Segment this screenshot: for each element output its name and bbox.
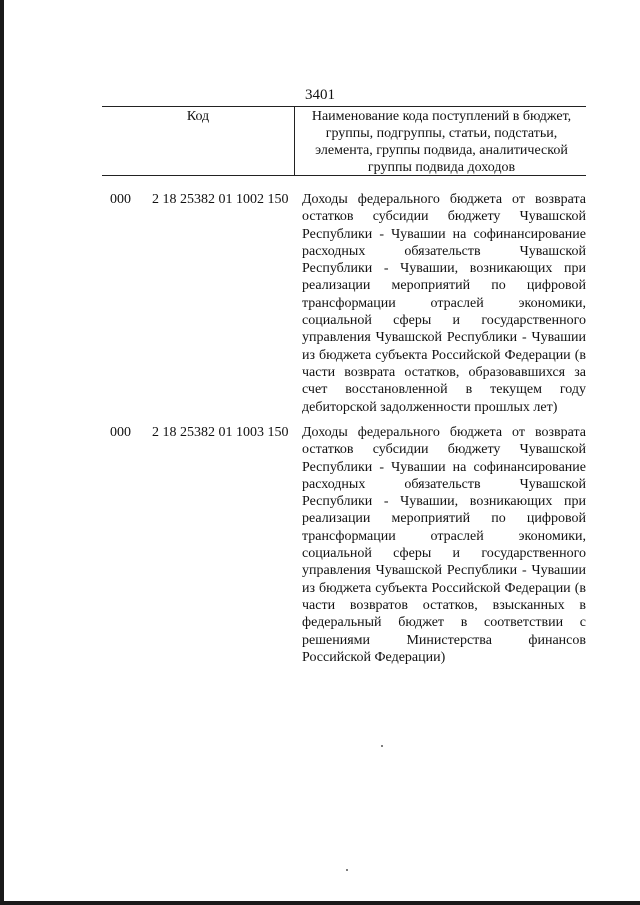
table-row [102,191,586,416]
row-admin-code: 000 [110,192,131,207]
column-header-code: Код [102,107,295,175]
scan-border-left [0,0,4,905]
row-description: Доходы федерального бюджета от возврата остатков субсидии бюджету Чувашской Республики - Чувашии на софинансирование расходных обязательств Чувашской Республики - Чувашии, возникающих при реализации мероприятий по цифровой трансформации отраслей экономики, социальной сферы и государственного управления Чувашской Республики - Чувашии из бюджета субъекта Российской Федерации (в части возвратов остатков, взысканных в федеральный бюджет в соответствии с решениями Министерства финансов Российской Федерации) [302,425,586,665]
table-header [102,106,586,176]
row-income-code: 2 18 25382 01 1003 150 [152,425,289,440]
scan-speck [346,869,348,871]
row-income-code: 2 18 25382 01 1002 150 [152,192,289,207]
column-header-name: Наименование кода поступлений в бюджет, группы, подгруппы, статьи, подстатьи, элемента, группы подвида, аналитической группы подвида доходов [311,109,572,175]
scan-speck [381,745,383,747]
scan-border-bottom [0,901,640,905]
row-admin-code: 000 [110,425,131,440]
page-number: 3401 [305,87,335,103]
table-row [102,424,586,666]
row-description: Доходы федерального бюджета от возврата остатков субсидии бюджету Чувашской Республики - Чувашии на софинансирование расходных обязательств Чувашской Республики - Чувашии, возникающих при реализации мероприятий по цифровой трансформации отраслей экономики, социальной сферы и государственного управления Чувашской Республики - Чувашии из бюджета субъекта Российской Федерации (в части возврата остатков, образовавшихся за счет восстановленной в текущем году дебиторской задолженности прошлых лет) [302,192,586,415]
